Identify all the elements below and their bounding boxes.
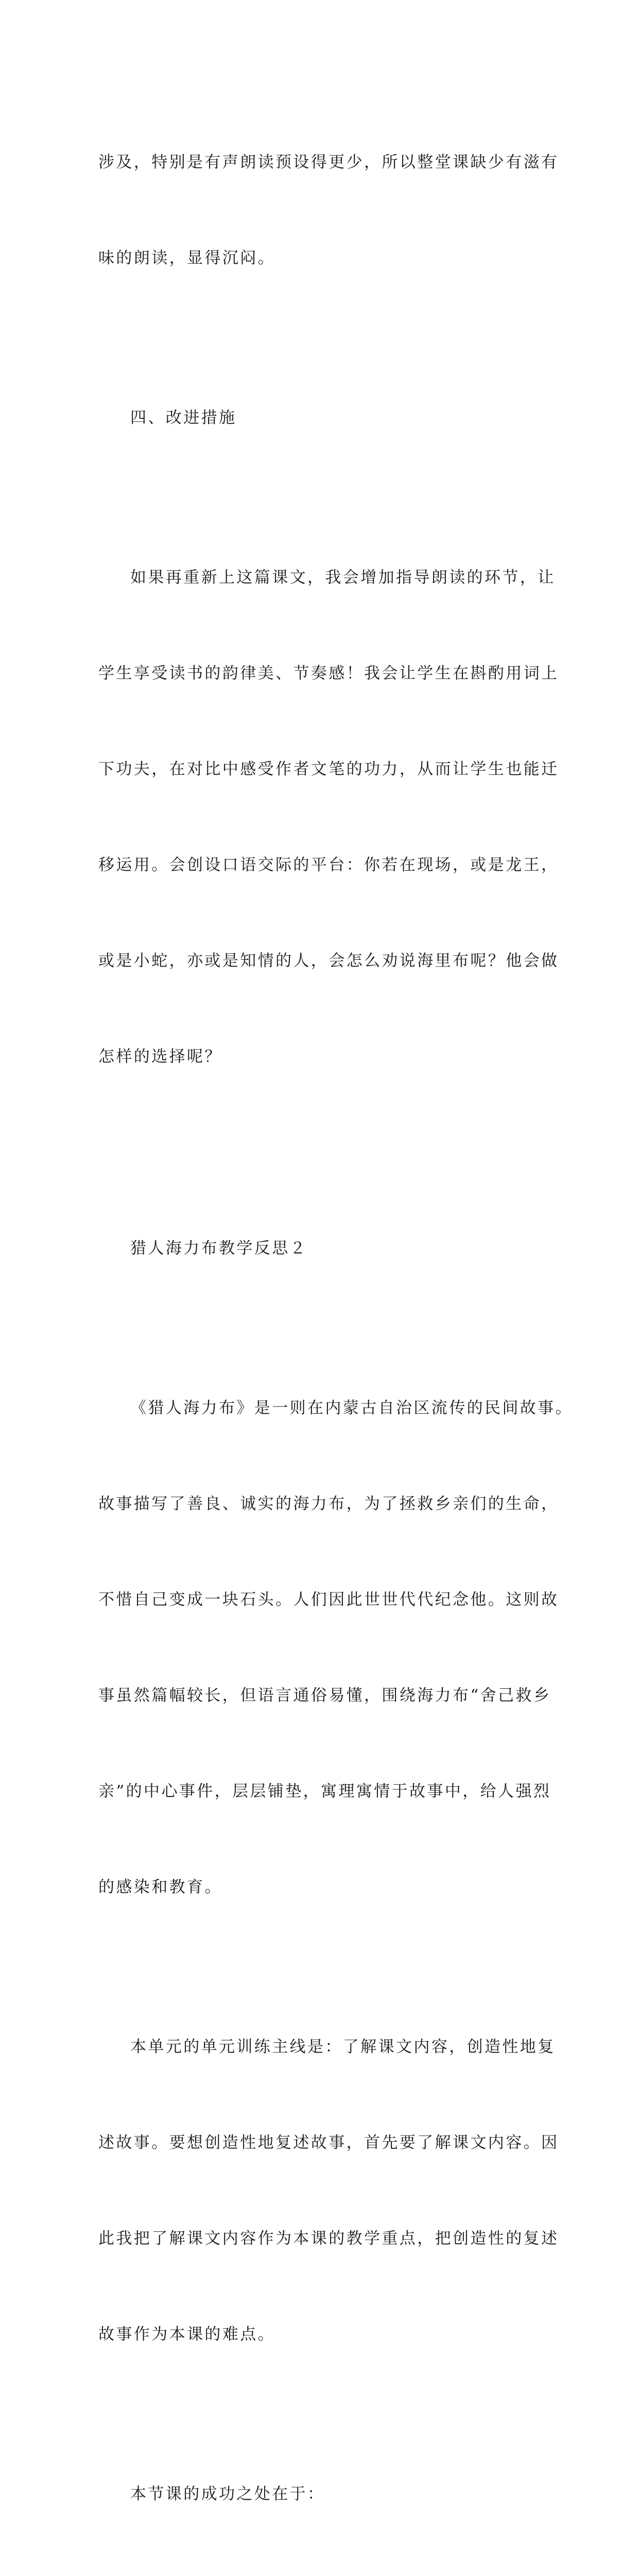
paragraph [98,2414,541,2574]
text-line: 学生享受读书的韵律美、节奏感！我会让学生在斟酌用词上 [98,664,559,683]
document-body [98,82,573,2576]
paragraph [98,2574,541,2576]
text-line: 故事描写了善良、诚实的海力布，为了拯救乡亲们的生命， [98,1495,559,1513]
text-line: 述故事。要想创造性地复述故事，首先要了解课文内容。因 [98,2133,559,2152]
text-line: 味的朗读，显得沉闷。 [98,249,275,267]
text-line: 怎样的选择呢？ [98,1047,222,1066]
text-line: 的感染和教育。 [98,1878,222,1896]
text-line: 事虽然篇幅较长，但语言通俗易懂，围绕海力布“舍己救乡 [98,1686,551,1705]
text-line: 下功夫，在对比中感受作者文笔的功力，从而让学生也能迁 [98,760,559,778]
paragraph [98,1967,559,2414]
text-line: 亲”的中心事件，层层铺垫，寓理寓情于故事中，给人强烈 [98,1782,551,1801]
paragraph [98,82,559,338]
section-heading-improvements [98,338,541,498]
text-line: 或是小蛇，亦或是知情的人，会怎么劝说海里布呢？他会做 [98,952,559,970]
text-line: 四、改进措施 [130,409,237,427]
text-line: 故事作为本课的难点。 [98,2325,275,2344]
text-line: 此我把了解课文内容作为本课的教学重点，把创造性的复述 [98,2229,559,2248]
text-line: 如果再重新上这篇课文，我会增加指导朗读的环节，让 [130,568,556,587]
text-line: 涉及，特别是有声朗读预设得更少，所以整堂课缺少有滋有 [98,153,559,172]
text-line: 《猎人海力布》是一则在内蒙古自治区流传的民间故事。 [130,1399,573,1417]
text-line: 猎人海力布教学反思２ [130,1239,307,1258]
text-line: 移运用。会创设口语交际的平台：你若在现场，或是龙王， [98,856,559,874]
text-line: 本节课的成功之处在于： [130,2485,325,2503]
section-title [98,1168,541,1328]
section-spacer [98,1137,541,1168]
paragraph [98,1328,573,1967]
text-line: 不惜自己变成一块石头。人们因此世世代代纪念他。这则故 [98,1590,559,1609]
paragraph [98,498,559,1137]
text-line: 本单元的单元训练主线是：了解课文内容，创造性地复 [130,2038,556,2056]
